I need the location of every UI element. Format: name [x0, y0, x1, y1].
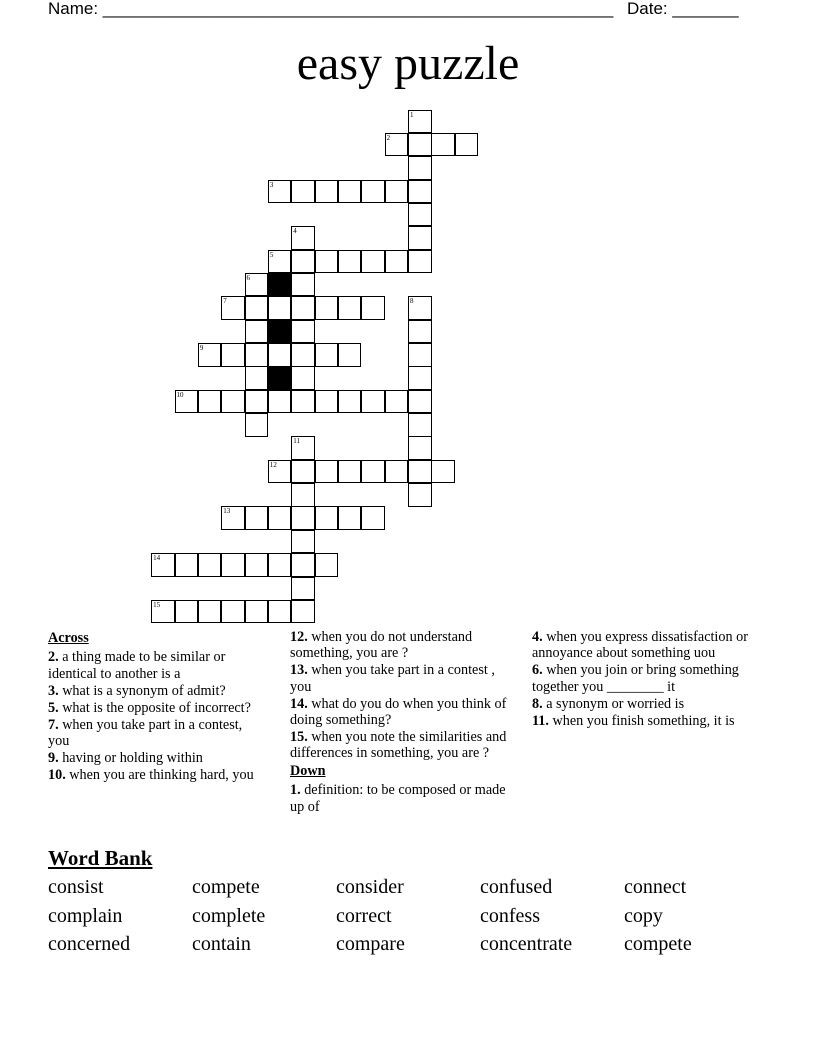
clue-number: 12 [269, 460, 277, 469]
grid-cell[interactable] [291, 530, 315, 554]
grid-cell[interactable] [268, 553, 292, 577]
grid-cell[interactable] [338, 460, 362, 484]
grid-cell[interactable] [408, 133, 432, 157]
clue-number: 1 [410, 110, 414, 119]
date-field-label: Date: _______ [627, 0, 739, 18]
clue-across-12: 12. when you do not understand something, you are ? [290, 629, 473, 662]
clue-number: 13 [223, 507, 231, 516]
clue-number: 10 [176, 390, 184, 399]
clue-number: 9 [199, 344, 204, 352]
grid-cell[interactable] [385, 390, 409, 414]
grid-cell[interactable] [431, 460, 455, 484]
grid-cell[interactable] [291, 296, 315, 320]
black-cell [268, 366, 292, 390]
clue-across-2: 2. a thing made to be similar or identical to another is a [48, 649, 226, 682]
grid-cell[interactable] [338, 296, 362, 320]
grid-cell[interactable] [315, 180, 339, 204]
clue-number: 14 [153, 554, 161, 563]
grid-cell[interactable] [361, 506, 385, 530]
clue-across-9: 9. having or holding within [48, 749, 203, 766]
black-cell [268, 320, 292, 344]
down-heading: Down [290, 762, 326, 779]
across-heading: Across [48, 630, 89, 646]
clue-across-7: 7. when you take part in a contest, you [48, 716, 243, 749]
grid-cell[interactable] [385, 250, 409, 274]
clue-down-11: 11. when you finish something, it is [532, 712, 735, 729]
clue-down-4: 4. when you express dissatisfaction or annoyance about something uou [532, 629, 748, 662]
clue-number: 15 [153, 600, 161, 609]
grid-cell[interactable] [221, 390, 245, 414]
grid-cell[interactable] [315, 250, 339, 274]
clue-number: 5 [269, 250, 274, 259]
grid-cell[interactable] [245, 390, 269, 414]
clues-column-2 [290, 629, 514, 815]
grid-cell[interactable] [291, 320, 315, 344]
grid-cell[interactable] [431, 133, 455, 157]
grid-cell[interactable] [221, 553, 245, 577]
word-bank-word: compete [192, 876, 260, 898]
grid-cell[interactable] [361, 250, 385, 274]
grid-cell[interactable] [291, 553, 315, 577]
grid-cell[interactable] [385, 460, 409, 484]
grid-cell[interactable] [245, 413, 269, 437]
word-bank-word: complain [48, 904, 123, 927]
grid-cell[interactable] [245, 343, 269, 367]
grid-cell[interactable] [315, 343, 339, 367]
grid-cell[interactable] [408, 110, 432, 134]
clue-down-1: 1. definition: to be composed or made up of [290, 782, 506, 815]
clue-across-13: 13. when you take part in a contest , you [290, 662, 495, 695]
grid-cell[interactable] [361, 180, 385, 204]
grid-cell[interactable] [338, 506, 362, 530]
word-bank-word: compare [336, 933, 405, 955]
grid-cell[interactable] [385, 133, 409, 157]
grid-cell[interactable] [361, 390, 385, 414]
clue-number: 8 [410, 297, 414, 306]
grid-cell[interactable] [291, 483, 315, 507]
clue-across-5: 5. what is the opposite of incorrect? [48, 699, 251, 716]
grid-cell[interactable] [268, 600, 292, 624]
word-bank-word: consider [336, 876, 404, 898]
grid-cell[interactable] [198, 390, 222, 414]
grid-cell[interactable] [221, 506, 245, 530]
word-bank-word: concerned [48, 933, 131, 955]
grid-cell[interactable] [221, 296, 245, 320]
grid-cell[interactable] [291, 180, 315, 204]
grid-cell[interactable] [221, 600, 245, 624]
grid-cell[interactable] [245, 506, 269, 530]
puzzle-title: easy puzzle [296, 37, 520, 90]
grid-cell[interactable] [408, 436, 432, 460]
grid-cell[interactable] [221, 343, 245, 367]
grid-cell[interactable] [408, 366, 432, 390]
grid-cell[interactable] [245, 600, 269, 624]
word-bank-word: compete [624, 933, 692, 955]
grid-cell[interactable] [338, 343, 362, 367]
grid-cell[interactable] [175, 600, 199, 624]
grid-cell[interactable] [408, 180, 432, 204]
clue-across-15: 15. when you note the similarities and differences in something, you are ? [290, 728, 507, 762]
word-bank-word: connect [624, 876, 687, 898]
grid-cell[interactable] [291, 506, 315, 530]
clues-column-3 [532, 629, 768, 729]
grid-cell[interactable] [315, 506, 339, 530]
grid-cell[interactable] [245, 553, 269, 577]
grid-cell[interactable] [338, 390, 362, 414]
clue-across-3: 3. what is a synonym of admit? [48, 682, 226, 699]
grid-cell[interactable] [408, 460, 432, 484]
grid-cell[interactable] [198, 553, 222, 577]
grid-cell[interactable] [268, 296, 292, 320]
grid-cell[interactable] [151, 553, 175, 577]
clue-down-6: 6. when you join or bring something together you ________ it [532, 662, 739, 695]
grid-cell[interactable] [408, 226, 432, 250]
grid-cell[interactable] [455, 133, 479, 157]
grid-cell[interactable] [268, 506, 292, 530]
grid-cell[interactable] [361, 296, 385, 320]
grid-cell[interactable] [408, 156, 432, 180]
grid-cell[interactable] [291, 226, 315, 250]
grid-cell[interactable] [291, 366, 315, 390]
grid-cell[interactable] [268, 250, 292, 274]
grid-cell[interactable] [315, 460, 339, 484]
clue-number: 11 [293, 437, 300, 446]
word-bank-word: copy [624, 904, 663, 927]
grid-cell[interactable] [408, 483, 432, 507]
grid-cell[interactable] [385, 180, 409, 204]
grid-cell[interactable] [408, 390, 432, 414]
grid-cell[interactable] [151, 600, 175, 624]
clue-down-8: 8. a synonym or worried is [532, 695, 685, 712]
grid-cell[interactable] [291, 273, 315, 297]
clues-column-1 [48, 629, 260, 784]
grid-cell[interactable] [338, 180, 362, 204]
word-bank-word: complete [192, 904, 266, 927]
grid-cell[interactable] [291, 577, 315, 601]
grid-cell[interactable] [245, 366, 269, 390]
grid-cell[interactable] [408, 250, 432, 274]
clue-number: 2 [386, 133, 391, 142]
grid-cell[interactable] [408, 203, 432, 227]
word-bank-word: concentrate [480, 933, 573, 955]
grid-cell[interactable] [408, 343, 432, 367]
clue-across-10: 10. when you are thinking hard, you [48, 766, 254, 783]
clue-number: 3 [269, 180, 274, 189]
grid-cell[interactable] [268, 343, 292, 367]
grid-cell[interactable] [291, 600, 315, 624]
grid-cell[interactable] [291, 250, 315, 274]
word-bank-word: confess [480, 904, 540, 927]
grid-cell[interactable] [198, 343, 222, 367]
black-cell [268, 273, 292, 297]
grid-cell[interactable] [268, 460, 292, 484]
clue-across-14: 14. what do you do when you think of doing something? [290, 695, 507, 729]
grid-cell[interactable] [315, 553, 339, 577]
word-bank-word: confused [480, 876, 553, 898]
word-bank-word: consist [48, 876, 104, 898]
name-field-label: Name: ______________________________________________________ [48, 0, 614, 18]
clue-number: 7 [223, 297, 227, 306]
grid-cell[interactable] [361, 460, 385, 484]
grid-cell[interactable] [291, 390, 315, 414]
word-bank-word: correct [336, 904, 392, 927]
grid-cell[interactable] [268, 180, 292, 204]
grid-cell[interactable] [408, 320, 432, 344]
grid-cell[interactable] [268, 390, 292, 414]
clue-number: 6 [246, 273, 251, 282]
grid-cell[interactable] [291, 436, 315, 460]
clue-number: 4 [293, 227, 297, 236]
word-bank-word: contain [192, 933, 251, 955]
grid-cell[interactable] [291, 460, 315, 484]
grid-cell[interactable] [291, 343, 315, 367]
word-bank-title: Word Bank [48, 846, 153, 870]
grid-cell[interactable] [408, 413, 432, 437]
grid-cell[interactable] [175, 553, 199, 577]
grid-cell[interactable] [315, 296, 339, 320]
grid-cell[interactable] [338, 250, 362, 274]
grid-cell[interactable] [408, 296, 432, 320]
grid-cell[interactable] [198, 600, 222, 624]
grid-cell[interactable] [315, 390, 339, 414]
grid-cell[interactable] [245, 273, 269, 297]
grid-cell[interactable] [175, 390, 199, 414]
grid-cell[interactable] [245, 320, 269, 344]
grid-cell[interactable] [245, 296, 269, 320]
